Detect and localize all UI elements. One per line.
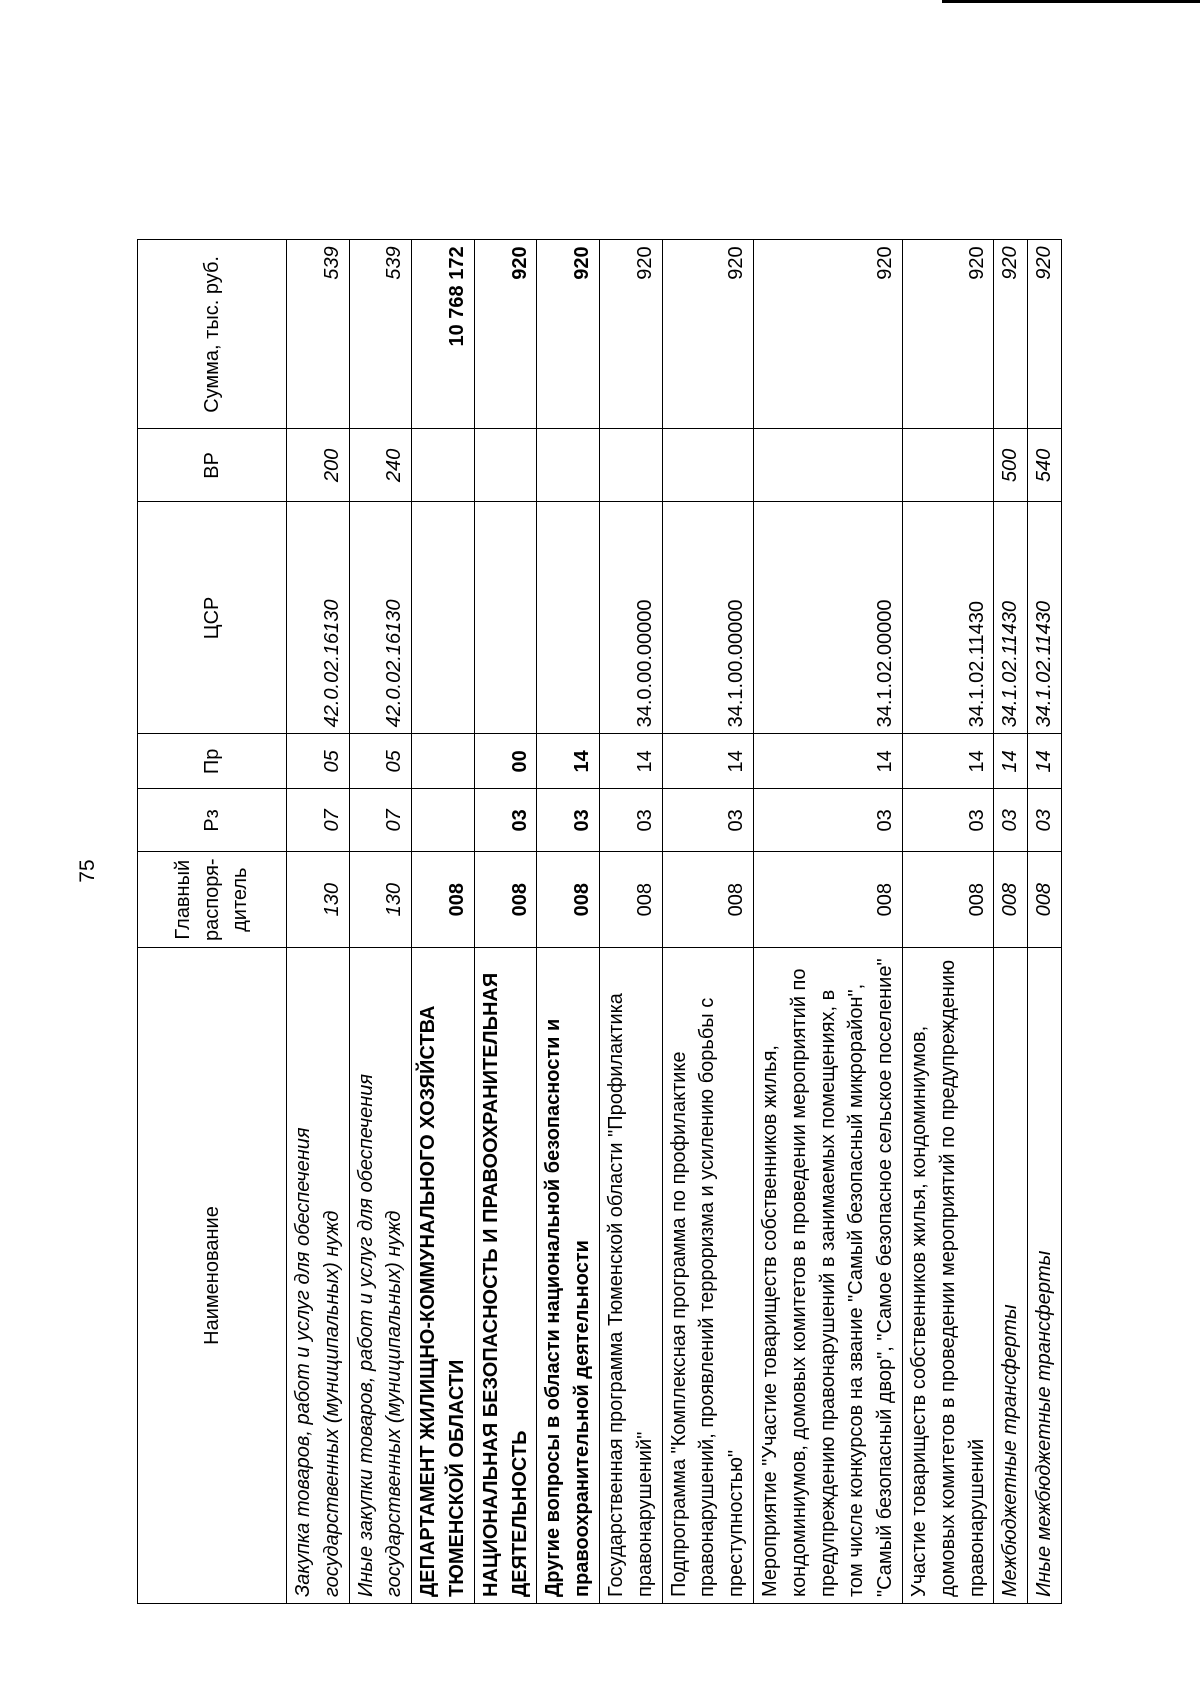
table-row: [902, 240, 993, 1604]
cell-name: Закупка товаров, работ и услуг для обеспечения государственных (муниципальных) нужд: [287, 948, 350, 1604]
cell-amount: 920: [753, 240, 902, 429]
cell-amount: 920: [902, 240, 993, 429]
header-vr: ВР: [138, 429, 287, 502]
cell-vr: [599, 429, 662, 502]
cell-csr: [537, 502, 600, 734]
cell-csr: 34.1.02.11430: [1028, 502, 1062, 734]
cell-amount: 920: [599, 240, 662, 429]
cell-name: Государственная программа Тюменской области "Профилактика правонарушений": [599, 948, 662, 1604]
cell-pr: 14: [753, 734, 902, 789]
cell-rz: 03: [1028, 789, 1062, 852]
cell-vr: [537, 429, 600, 502]
header-rz: Рз: [138, 789, 287, 852]
cell-csr: [412, 502, 475, 734]
cell-amount: 10 768 172: [412, 240, 475, 429]
cell-vr: [902, 429, 993, 502]
table-row: [537, 240, 600, 1604]
cell-csr: [474, 502, 537, 734]
cell-manager: 130: [349, 852, 412, 948]
cell-vr: [753, 429, 902, 502]
cell-manager: 008: [474, 852, 537, 948]
cell-name: Мероприятие "Участие товариществ собственников жилья, кондоминиумов, домовых комитетов в проведении мероприятий по предупреждению правонарушений в занимаемых помещениях, в том числе конкурсов на звание "Самый безопасный микрорайон", "Самый безопасный двор", "Самое безопасное сельское поселение": [753, 948, 902, 1604]
cell-csr: 34.1.00.00000: [662, 502, 753, 734]
cell-manager: 008: [994, 852, 1028, 948]
cell-name: Иные межбюджетные трансферты: [1028, 948, 1062, 1604]
header-pr: Пр: [138, 734, 287, 789]
cell-rz: 07: [349, 789, 412, 852]
cell-amount: 539: [349, 240, 412, 429]
table-row: [349, 240, 412, 1604]
table-row: [994, 240, 1028, 1604]
cell-vr: [474, 429, 537, 502]
cell-vr: [412, 429, 475, 502]
cell-vr: 540: [1028, 429, 1062, 502]
cell-csr: 34.1.02.00000: [753, 502, 902, 734]
cell-csr: 42.0.02.16130: [287, 502, 350, 734]
header-row: [138, 240, 287, 1604]
cell-vr: 200: [287, 429, 350, 502]
cell-csr: 34.0.00.00000: [599, 502, 662, 734]
cell-rz: 07: [287, 789, 350, 852]
header-amount: Сумма, тыс. руб.: [138, 240, 287, 429]
cell-manager: 008: [902, 852, 993, 948]
table-row: [599, 240, 662, 1604]
header-name: Наименование: [138, 948, 287, 1604]
cell-manager: 008: [537, 852, 600, 948]
cell-vr: 240: [349, 429, 412, 502]
cell-name: Подпрограмма "Комплексная программа по профилактике правонарушений, проявлений терроризма и усилению борьбы с преступностью": [662, 948, 753, 1604]
cell-name: НАЦИОНАЛЬНАЯ БЕЗОПАСНОСТЬ И ПРАВООХРАНИТЕЛЬНАЯ ДЕЯТЕЛЬНОСТЬ: [474, 948, 537, 1604]
cell-rz: 03: [662, 789, 753, 852]
cell-rz: 03: [474, 789, 537, 852]
cell-pr: [412, 734, 475, 789]
cell-pr: 14: [599, 734, 662, 789]
header-manager: Главный распоря-дитель: [138, 852, 287, 948]
cell-pr: 14: [994, 734, 1028, 789]
table-row: [287, 240, 350, 1604]
cell-rz: 03: [753, 789, 902, 852]
cell-manager: 130: [287, 852, 350, 948]
cell-manager: 008: [599, 852, 662, 948]
cell-vr: [662, 429, 753, 502]
cell-rz: 03: [902, 789, 993, 852]
table-row: [753, 240, 902, 1604]
cell-name: ДЕПАРТАМЕНТ ЖИЛИЩНО-КОММУНАЛЬНОГО ХОЗЯЙСТВА ТЮМЕНСКОЙ ОБЛАСТИ: [412, 948, 475, 1604]
cell-pr: 14: [1028, 734, 1062, 789]
cell-csr: 34.1.02.11430: [902, 502, 993, 734]
cell-rz: 03: [994, 789, 1028, 852]
cell-pr: 14: [662, 734, 753, 789]
header-csr: ЦСР: [138, 502, 287, 734]
table-row: [474, 240, 537, 1604]
cell-name: Межбюджетные трансферты: [994, 948, 1028, 1604]
cell-csr: 42.0.02.16130: [349, 502, 412, 734]
cell-manager: 008: [412, 852, 475, 948]
cell-name: Участие товариществ собственников жилья, кондоминиумов, домовых комитетов в проведении мероприятий по предупреждению правонарушений: [902, 948, 993, 1604]
cell-rz: [412, 789, 475, 852]
cell-pr: 05: [349, 734, 412, 789]
cell-amount: 920: [474, 240, 537, 429]
cell-pr: 14: [902, 734, 993, 789]
cell-amount: 539: [287, 240, 350, 429]
cell-csr: 34.1.02.11430: [994, 502, 1028, 734]
table-row: [662, 240, 753, 1604]
table-row: [1028, 240, 1062, 1604]
cell-amount: 920: [1028, 240, 1062, 429]
cell-pr: 05: [287, 734, 350, 789]
cell-manager: 008: [662, 852, 753, 948]
cell-manager: 008: [1028, 852, 1062, 948]
budget-table: [137, 239, 1062, 1604]
cell-rz: 03: [537, 789, 600, 852]
cell-name: Иные закупки товаров, работ и услуг для обеспечения государственных (муниципальных) нужд: [349, 948, 412, 1604]
table-body: [287, 240, 1062, 1604]
cell-vr: 500: [994, 429, 1028, 502]
cell-name: Другие вопросы в области национальной безопасности и правоохранительной деятельности: [537, 948, 600, 1604]
page-number: 75: [76, 859, 99, 883]
cell-amount: 920: [994, 240, 1028, 429]
table-row: [412, 240, 475, 1604]
cell-manager: 008: [753, 852, 902, 948]
cell-pr: 00: [474, 734, 537, 789]
cell-pr: 14: [537, 734, 600, 789]
cell-amount: 920: [662, 240, 753, 429]
cell-rz: 03: [599, 789, 662, 852]
cell-amount: 920: [537, 240, 600, 429]
